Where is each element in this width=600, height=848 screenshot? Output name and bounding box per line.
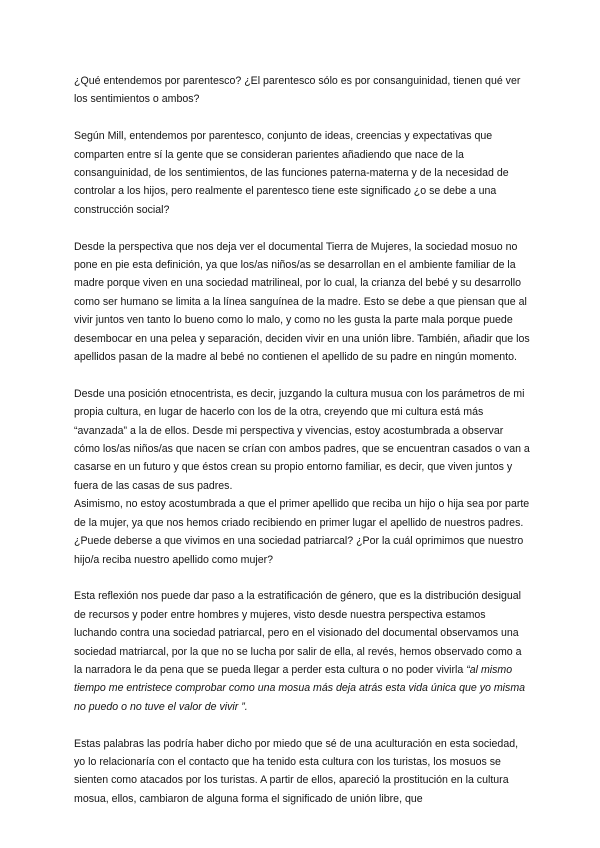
- paragraph-ethnocentrism: Desde una posición etnocentrista, es decir, juzgando la cultura musua con los parámetros de mi propia cultura, en lugar de hacerlo con los de la otra, creyendo que mi cultura está más “avanzada” a la de ellos. Desde mi perspectiva y vivencias, estoy acostumbrada a observar cómo los/as niños/as que nacen se crían con ambos padres, que se encuentran casados o van a casarse en un futuro y que éstos crean su propio entorno familiar, es decir, que viven juntos y fuera de las casas de sus padres.: [74, 387, 530, 492]
- narrator-quote: “al mismo tiempo me entristece comprobar como una mosua más deja atrás esta vida única que yo misma no puedo o no tuve el valor de vivir ”.: [74, 663, 526, 713]
- paragraph-question: ¿Qué entendemos por parentesco? ¿El parentesco sólo es por consanguinidad, tienen qué ver los sentimientos o ambos?: [74, 75, 521, 106]
- paragraph-gender-stratification: [74, 587, 530, 716]
- document-body: [74, 72, 530, 827]
- paragraph-mosuo-society: Desde la perspectiva que nos deja ver el documental Tierra de Mujeres, la sociedad mosuo no pone en pie esta definición, ya que los/as niños/as se desarrollan en el ambiente familiar de la madre porque viven en una sociedad matrilineal, por lo cual, la crianza del bebé y su desarrollo como ser humano se limita a la línea sanguínea de la madre. Esto se debe a que piensan que al vivir juntos ven tanto lo bueno como lo malo, y como no les gusta la parte mala porque puede desembocar en una pelea y separación, deciden vivir en una unión libre. También, añadir que los apellidos pasan de la madre al bebé no contienen el apellido de su padre en ningún momento.: [74, 240, 530, 364]
- paragraph-surname: Asimismo, no estoy acostumbrada a que el primer apellido que reciba un hijo o hija sea por parte de la mujer, ya que nos hemos criado recibiendo en primer lugar el apellido de nuestros padres. ¿Puede deberse a que vivimos en una sociedad patriarcal? ¿Por la cuál oprimimos que nuestro hijo/a reciba nuestro apellido como mujer?: [74, 498, 530, 566]
- paragraph-mill-definition: Según Mill, entendemos por parentesco, conjunto de ideas, creencias y expectativas que comparten entre sí la gente que se consideran parientes añadiendo que nace de la consanguinidad, de los sentimientos, de las funciones paterna-materna y de la necesidad de controlar a los hijos, pero realmente el parentesco tiene este significado ¿o se debe a una construcción social?: [74, 130, 509, 216]
- paragraph-acculturation: Estas palabras las podría haber dicho por miedo que sé de una aculturación en esta sociedad, yo lo relacionaría con el contacto que ha tenido esta cultura con los turistas, los mosuos se sienten como atacados por los turistas. A partir de ellos, apareció la prostitución en la cultura mosua, ellos, cambiaron de alguna forma el significado de unión libre, que: [74, 737, 519, 805]
- paragraph-text: Esta reflexión nos puede dar paso a la estratificación de género, que es la distribución desigual de recursos y poder entre hombres y mujeres, visto desde nuestra perspectiva estamos luchando contra una sociedad patriarcal, pero en el visionado del documental observamos una sociedad matriarcal, por la que no se lucha por salir de ella, al revés, hemos observado como a la narradora le da pena que se pueda llegar a perder esta cultura o no poder vivirla: [74, 590, 522, 676]
